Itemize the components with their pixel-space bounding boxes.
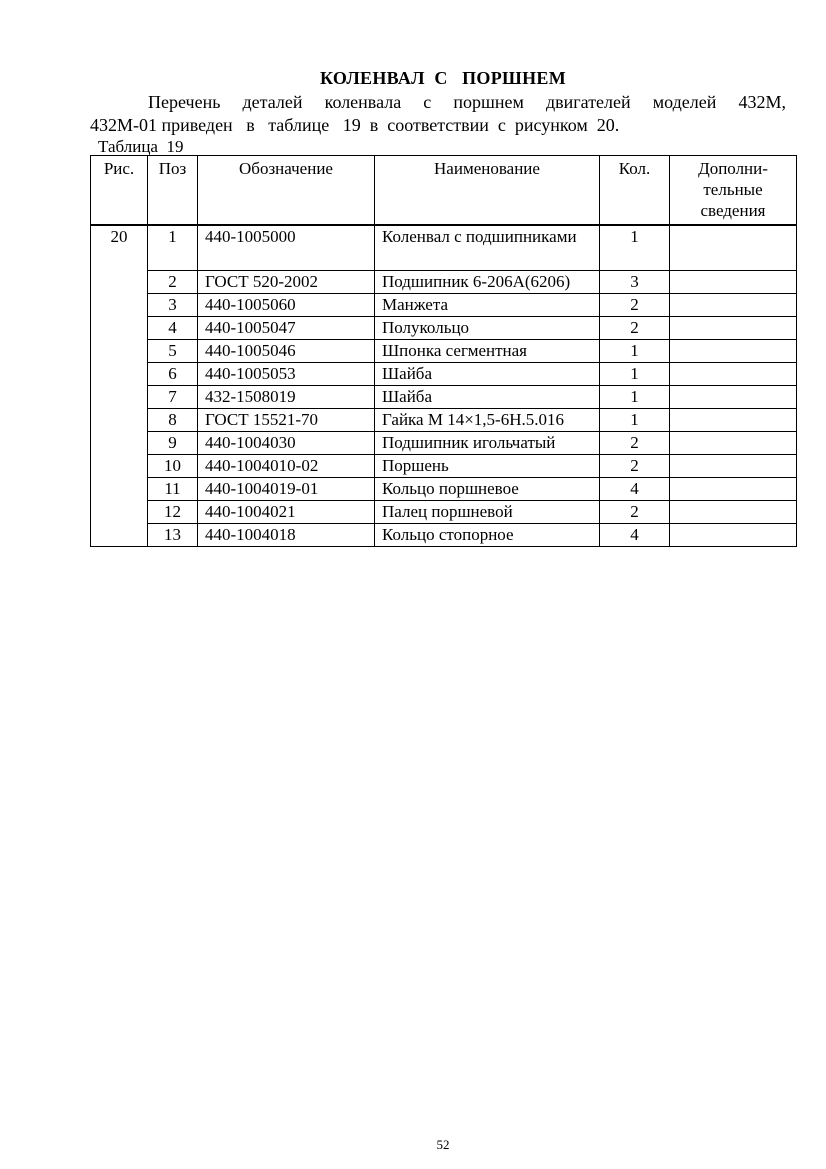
cell-pos: 13 bbox=[148, 524, 198, 547]
cell-qty: 1 bbox=[600, 340, 670, 363]
cell-extra bbox=[670, 501, 797, 524]
cell-extra bbox=[670, 455, 797, 478]
cell-qty: 1 bbox=[600, 225, 670, 271]
cell-pos: 8 bbox=[148, 409, 198, 432]
cell-pos: 4 bbox=[148, 317, 198, 340]
cell-designation: 440-1004018 bbox=[198, 524, 375, 547]
cell-name: Кольцо стопорное bbox=[375, 524, 600, 547]
cell-extra bbox=[670, 363, 797, 386]
table-row bbox=[91, 524, 797, 547]
cell-name: Поршень bbox=[375, 455, 600, 478]
cell-pos: 1 bbox=[148, 225, 198, 271]
page-number: 52 bbox=[436, 1137, 450, 1152]
cell-extra bbox=[670, 340, 797, 363]
cell-name: Манжета bbox=[375, 294, 600, 317]
table-row bbox=[91, 225, 797, 271]
header-fig: Рис. bbox=[91, 156, 148, 226]
cell-pos: 9 bbox=[148, 432, 198, 455]
cell-designation: 440-1004030 bbox=[198, 432, 375, 455]
cell-extra bbox=[670, 478, 797, 501]
cell-name: Палец поршневой bbox=[375, 501, 600, 524]
cell-extra bbox=[670, 524, 797, 547]
cell-designation: 440-1004021 bbox=[198, 501, 375, 524]
cell-qty: 3 bbox=[600, 271, 670, 294]
cell-figure: 20 bbox=[91, 225, 148, 547]
header-qty: Кол. bbox=[600, 156, 670, 226]
header-pos: Поз bbox=[148, 156, 198, 226]
header-designation: Обозначение bbox=[198, 156, 375, 226]
table-row bbox=[91, 501, 797, 524]
cell-designation: ГОСТ 15521-70 bbox=[198, 409, 375, 432]
cell-designation: ГОСТ 520-2002 bbox=[198, 271, 375, 294]
cell-extra bbox=[670, 432, 797, 455]
table-row bbox=[91, 340, 797, 363]
cell-pos: 5 bbox=[148, 340, 198, 363]
cell-pos: 3 bbox=[148, 294, 198, 317]
cell-name: Полукольцо bbox=[375, 317, 600, 340]
cell-extra bbox=[670, 409, 797, 432]
table-row bbox=[91, 271, 797, 294]
cell-name: Шайба bbox=[375, 363, 600, 386]
cell-pos: 7 bbox=[148, 386, 198, 409]
cell-qty: 2 bbox=[600, 317, 670, 340]
table-row bbox=[91, 409, 797, 432]
cell-qty: 4 bbox=[600, 478, 670, 501]
cell-designation: 440-1005053 bbox=[198, 363, 375, 386]
page-title: КОЛЕНВАЛ С ПОРШНЕМ bbox=[320, 68, 566, 88]
cell-qty: 2 bbox=[600, 455, 670, 478]
cell-name: Шпонка сегментная bbox=[375, 340, 600, 363]
cell-pos: 2 bbox=[148, 271, 198, 294]
cell-pos: 12 bbox=[148, 501, 198, 524]
cell-designation: 440-1005060 bbox=[198, 294, 375, 317]
cell-qty: 2 bbox=[600, 432, 670, 455]
cell-name: Кольцо поршневое bbox=[375, 478, 600, 501]
cell-qty: 2 bbox=[600, 501, 670, 524]
cell-qty: 1 bbox=[600, 363, 670, 386]
cell-extra bbox=[670, 271, 797, 294]
cell-designation: 432-1508019 bbox=[198, 386, 375, 409]
table-row bbox=[91, 432, 797, 455]
cell-name: Подшипник игольчатый bbox=[375, 432, 600, 455]
cell-designation: 440-1005047 bbox=[198, 317, 375, 340]
cell-qty: 1 bbox=[600, 409, 670, 432]
table-row bbox=[91, 386, 797, 409]
cell-name: Гайка М 14×1,5-6Н.5.016 bbox=[375, 409, 600, 432]
cell-pos: 6 bbox=[148, 363, 198, 386]
cell-designation: 440-1004010-02 bbox=[198, 455, 375, 478]
cell-pos: 11 bbox=[148, 478, 198, 501]
table-row bbox=[91, 317, 797, 340]
table-caption: Таблица 19 bbox=[98, 137, 184, 156]
cell-qty: 1 bbox=[600, 386, 670, 409]
header-extra: Дополни- тельные сведения bbox=[670, 156, 797, 226]
cell-qty: 2 bbox=[600, 294, 670, 317]
table-body bbox=[91, 225, 797, 547]
cell-pos: 10 bbox=[148, 455, 198, 478]
parts-table bbox=[90, 155, 797, 547]
intro-line-1: Перечень деталей коленвала с поршнем двигателей моделей 432М, bbox=[148, 92, 786, 112]
cell-extra bbox=[670, 386, 797, 409]
cell-extra bbox=[670, 317, 797, 340]
cell-name: Подшипник 6-206А(6206) bbox=[375, 271, 600, 294]
table-row bbox=[91, 363, 797, 386]
table-header-row bbox=[91, 156, 797, 226]
cell-name: Коленвал с подшипниками bbox=[375, 225, 600, 271]
cell-designation: 440-1005000 bbox=[198, 225, 375, 271]
cell-extra bbox=[670, 294, 797, 317]
cell-extra bbox=[670, 225, 797, 271]
header-name: Наименование bbox=[375, 156, 600, 226]
cell-designation: 440-1004019-01 bbox=[198, 478, 375, 501]
cell-name: Шайба bbox=[375, 386, 600, 409]
cell-designation: 440-1005046 bbox=[198, 340, 375, 363]
table-row bbox=[91, 455, 797, 478]
table-row bbox=[91, 478, 797, 501]
intro-line-2: 432М-01 приведен в таблице 19 в соответствии с рисунком 20. bbox=[90, 115, 620, 135]
cell-qty: 4 bbox=[600, 524, 670, 547]
table-row bbox=[91, 294, 797, 317]
